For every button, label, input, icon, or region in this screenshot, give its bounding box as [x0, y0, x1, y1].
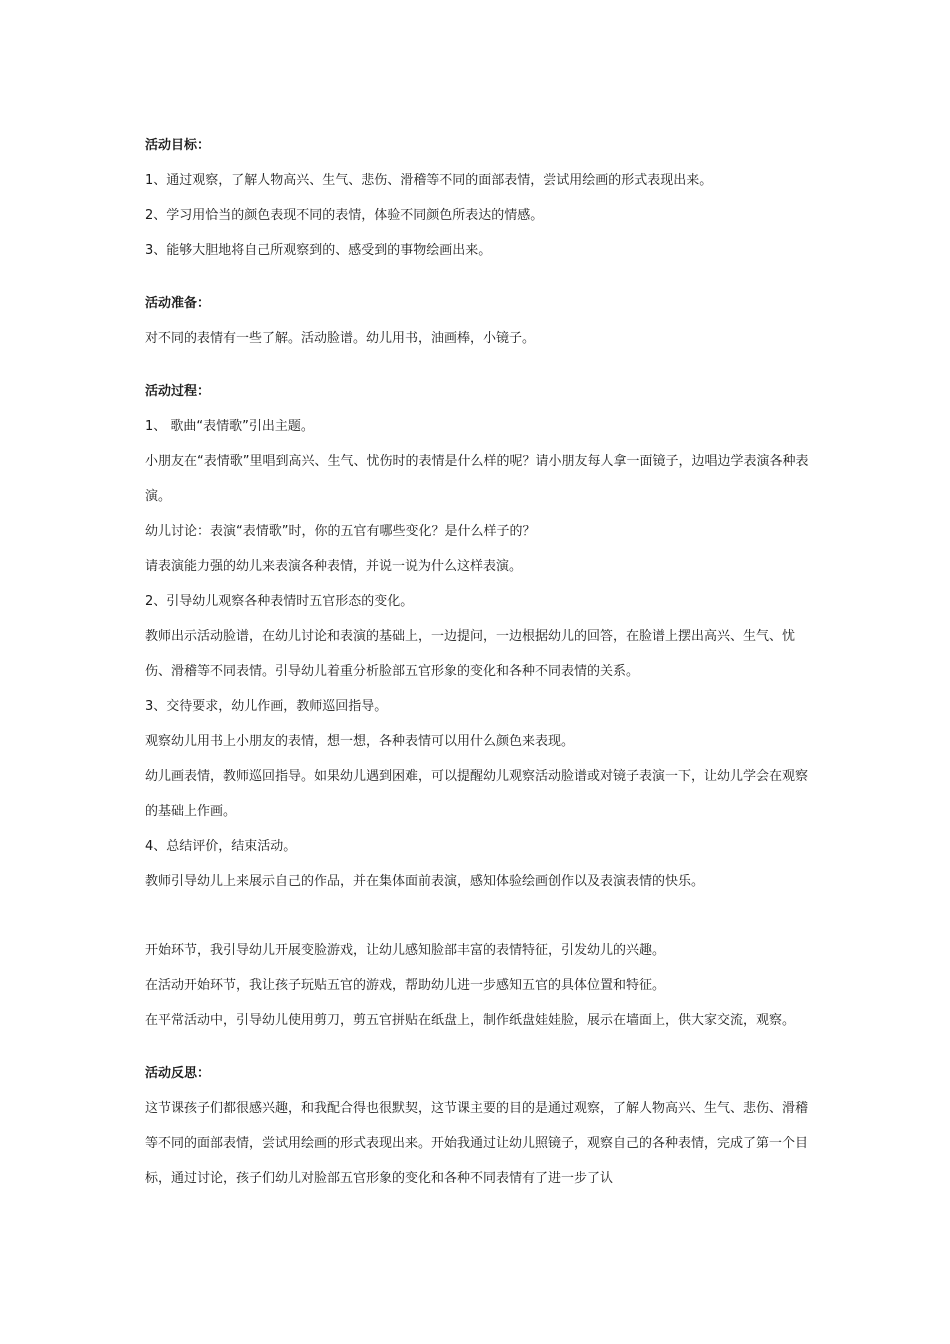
process-paragraph: 请表演能力强的幼儿来表演各种表情，并说一说为什么这样表演。 — [145, 559, 523, 574]
goals-heading: 活动目标： — [145, 138, 211, 153]
prep-heading: 活动准备： — [145, 296, 211, 311]
section-spacer — [145, 1038, 815, 1056]
goal-item-1: 1、通过观察，了解人物高兴、生气、悲伤、滑稽等不同的面部表情，尝试用绘画的形式表现出来。 — [145, 173, 713, 188]
process-paragraph: 4、总结评价，结束活动。 — [145, 839, 297, 854]
document-page — [145, 128, 815, 1196]
process-paragraph: 教师引导幼儿上来展示自己的作品，并在集体面前表演，感知体验绘画创作以及表演表情的快乐。 — [145, 874, 705, 889]
process-paragraph: 小朋友在“表情歌”里唱到高兴、生气、忧伤时的表情是什么样的呢？请小朋友每人拿一面镜子，边唱边学表演各种表演。 — [145, 454, 809, 504]
process-paragraph: 3、交待要求，幼儿作画，教师巡回指导。 — [145, 699, 388, 714]
reflection-text: 这节课孩子们都很感兴趣，和我配合得也很默契，这节课主要的目的是通过观察，了解人物高兴、生气、悲伤、滑稽等不同的面部表情，尝试用绘画的形式表现出来。开始我通过让幼儿照镜子，观察自己的各种表情，完成了第一个目标，通过讨论，孩子们幼儿对脸部五官形象的变化和各种不同表情有了进一步了认 — [145, 1101, 809, 1186]
prep-text: 对不同的表情有一些了解。活动脸谱。幼儿用书，油画棒，小镜子。 — [145, 331, 536, 346]
section-spacer — [145, 899, 815, 933]
process-paragraph: 幼儿讨论：表演“表情歌”时，你的五官有哪些变化？是什么样子的？ — [145, 524, 536, 539]
reflection-heading: 活动反思： — [145, 1066, 211, 1081]
process-paragraph: 教师出示活动脸谱，在幼儿讨论和表演的基础上，一边提问，一边根据幼儿的回答，在脸谱上摆出高兴、生气、忧伤、滑稽等不同表情。引导幼儿着重分析脸部五官形象的变化和各种不同表情的关系。 — [145, 629, 796, 679]
extension-paragraph: 开始环节，我引导幼儿开展变脸游戏，让幼儿感知脸部丰富的表情特征，引发幼儿的兴趣。 — [145, 943, 666, 958]
section-spacer — [145, 268, 815, 286]
process-paragraph: 观察幼儿用书上小朋友的表情，想一想，各种表情可以用什么颜色来表现。 — [145, 734, 575, 749]
goal-item-3: 3、能够大胆地将自己所观察到的、感受到的事物绘画出来。 — [145, 243, 492, 258]
process-paragraph: 1、 歌曲“表情歌”引出主题。 — [145, 419, 314, 434]
goal-item-2: 2、学习用恰当的颜色表现不同的表情，体验不同颜色所表达的情感。 — [145, 208, 544, 223]
extension-paragraph: 在平常活动中，引导幼儿使用剪刀，剪五官拼贴在纸盘上，制作纸盘娃娃脸，展示在墙面上，供大家交流，观察。 — [145, 1013, 796, 1028]
extension-paragraph: 在活动开始环节，我让孩子玩贴五官的游戏，帮助幼儿进一步感知五官的具体位置和特征。 — [145, 978, 666, 993]
process-paragraph: 幼儿画表情，教师巡回指导。如果幼儿遇到困难，可以提醒幼儿观察活动脸谱或对镜子表演一下，让幼儿学会在观察的基础上作画。 — [145, 769, 809, 819]
process-heading: 活动过程： — [145, 384, 211, 399]
process-paragraph: 2、引导幼儿观察各种表情时五官形态的变化。 — [145, 594, 414, 609]
section-spacer — [145, 356, 815, 374]
